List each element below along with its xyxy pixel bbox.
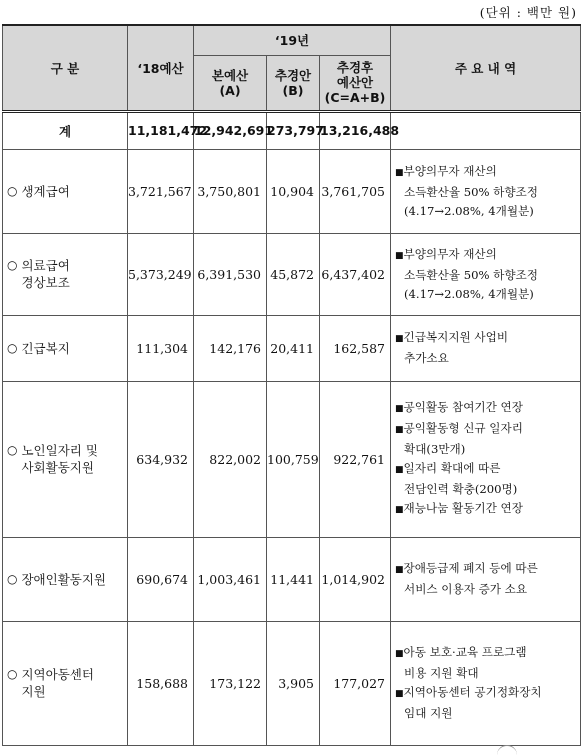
row-label: 긴급복지 <box>21 340 70 356</box>
row-prev-budget: 111,304 <box>128 315 194 381</box>
row-details <box>391 381 581 537</box>
detail-item <box>395 459 576 499</box>
circle-marker-icon: ○ <box>7 340 18 355</box>
row-prev-budget: 158,688 <box>128 621 194 745</box>
row-prev-budget: 634,932 <box>128 381 194 537</box>
row-category <box>3 537 128 621</box>
circle-marker-icon: ○ <box>7 667 18 681</box>
square-bullet-icon: ■ <box>395 334 404 344</box>
row-main-budget: 3,750,801 <box>194 149 267 233</box>
total-row <box>3 111 581 149</box>
detail-text: 아동 보호·교육 프로그램 비용 지원 확대 <box>403 645 527 680</box>
header-details: 주 요 내 역 <box>391 25 581 111</box>
row-category <box>3 149 128 233</box>
row-details <box>391 621 581 745</box>
detail-text: 공익활동형 신규 일자리 확대(3만개) <box>403 421 523 456</box>
unit-label: (단위 : 백만 원) <box>479 5 577 20</box>
square-bullet-icon: ■ <box>395 425 404 435</box>
total-label: 계 <box>3 111 128 149</box>
square-bullet-icon: ■ <box>395 250 404 261</box>
circle-marker-icon: ○ <box>7 258 18 272</box>
detail-text: 재능나눔 활동기간 연장 <box>403 501 523 515</box>
total-supplementary: 273,797 <box>267 111 320 149</box>
row-details <box>391 315 581 381</box>
row-main-budget: 142,176 <box>194 315 267 381</box>
detail-item <box>395 559 576 599</box>
detail-item <box>395 162 576 221</box>
row-supplementary: 45,872 <box>267 233 320 315</box>
header-supplementary: 추경안 (B) <box>267 55 320 111</box>
row-details <box>391 233 581 315</box>
row-supplementary: 11,441 <box>267 537 320 621</box>
row-label: 의료급여 경상보조 <box>21 258 70 290</box>
table-row <box>3 233 581 315</box>
row-revised: 177,027 <box>320 621 391 745</box>
detail-item <box>395 328 576 368</box>
header-revised: 추경후 예산안 (C=A+B) <box>320 55 391 111</box>
row-label: 장애인활동지원 <box>21 571 107 587</box>
square-bullet-icon: ■ <box>395 689 404 699</box>
row-main-budget: 822,002 <box>194 381 267 537</box>
row-revised: 1,014,902 <box>320 537 391 621</box>
table-row <box>3 381 581 537</box>
row-category <box>3 621 128 745</box>
row-details <box>391 149 581 233</box>
detail-item <box>395 419 576 459</box>
circle-marker-icon: ○ <box>7 183 18 198</box>
row-prev-budget: 690,674 <box>128 537 194 621</box>
square-bullet-icon: ■ <box>395 404 404 414</box>
row-revised: 922,761 <box>320 381 391 537</box>
detail-text: 부양의무자 재산의 소득환산율 50% 하향조정 (4.17→2.08%, 4개월분) <box>403 246 538 301</box>
row-supplementary: 3,905 <box>267 621 320 745</box>
square-bullet-icon: ■ <box>395 649 404 659</box>
circle-marker-icon: ○ <box>7 571 18 586</box>
row-supplementary: 10,904 <box>267 149 320 233</box>
row-revised: 6,437,402 <box>320 233 391 315</box>
header-category: 구 분 <box>3 25 128 111</box>
detail-text: 부양의무자 재산의 소득환산율 50% 하향조정 (4.17→2.08%, 4개월분) <box>403 163 538 218</box>
detail-item <box>395 683 576 723</box>
detail-text: 지역아동센터 공기정화장치 임대 지원 <box>403 685 542 720</box>
row-label: 지역아동센터 지원 <box>21 667 94 699</box>
detail-item <box>395 499 576 520</box>
total-prev-budget: 11,181,472 <box>128 111 194 149</box>
detail-text: 긴급복지지원 사업비 추가소요 <box>403 330 509 365</box>
page-corner-arc <box>497 745 517 756</box>
detail-item <box>395 245 576 304</box>
square-bullet-icon: ■ <box>395 565 404 575</box>
detail-item <box>395 643 576 683</box>
detail-text: 장애등급제 폐지 등에 따른 서비스 이용자 증가 소요 <box>403 561 538 596</box>
header-prev-budget: ‘18예산 <box>128 25 194 111</box>
row-category <box>3 315 128 381</box>
row-supplementary: 20,411 <box>267 315 320 381</box>
row-supplementary: 100,759 <box>267 381 320 537</box>
header-year-group: ‘19년 <box>194 25 391 55</box>
table-row <box>3 315 581 381</box>
header-main-budget: 본예산 (A) <box>194 55 267 111</box>
row-prev-budget: 3,721,567 <box>128 149 194 233</box>
square-bullet-icon: ■ <box>395 505 404 515</box>
square-bullet-icon: ■ <box>395 167 404 178</box>
detail-text: 공익활동 참여기간 연장 <box>403 400 523 414</box>
row-main-budget: 6,391,530 <box>194 233 267 315</box>
detail-item <box>395 398 576 419</box>
row-prev-budget: 5,373,249 <box>128 233 194 315</box>
table-row <box>3 621 581 745</box>
table-row <box>3 537 581 621</box>
circle-marker-icon: ○ <box>7 443 18 457</box>
square-bullet-icon: ■ <box>395 465 404 475</box>
row-revised: 3,761,705 <box>320 149 391 233</box>
row-main-budget: 1,003,461 <box>194 537 267 621</box>
table-row <box>3 149 581 233</box>
row-label: 노인일자리 및 사회활동지원 <box>21 443 98 475</box>
total-main-budget: 12,942,691 <box>194 111 267 149</box>
total-revised: 13,216,488 <box>320 111 391 149</box>
row-main-budget: 173,122 <box>194 621 267 745</box>
budget-table <box>2 24 581 746</box>
detail-text: 일자리 확대에 따른 전담인력 확충(200명) <box>403 461 518 496</box>
row-category <box>3 233 128 315</box>
row-revised: 162,587 <box>320 315 391 381</box>
row-label: 생계급여 <box>21 183 70 199</box>
row-category <box>3 381 128 537</box>
total-details <box>391 111 581 149</box>
row-details <box>391 537 581 621</box>
